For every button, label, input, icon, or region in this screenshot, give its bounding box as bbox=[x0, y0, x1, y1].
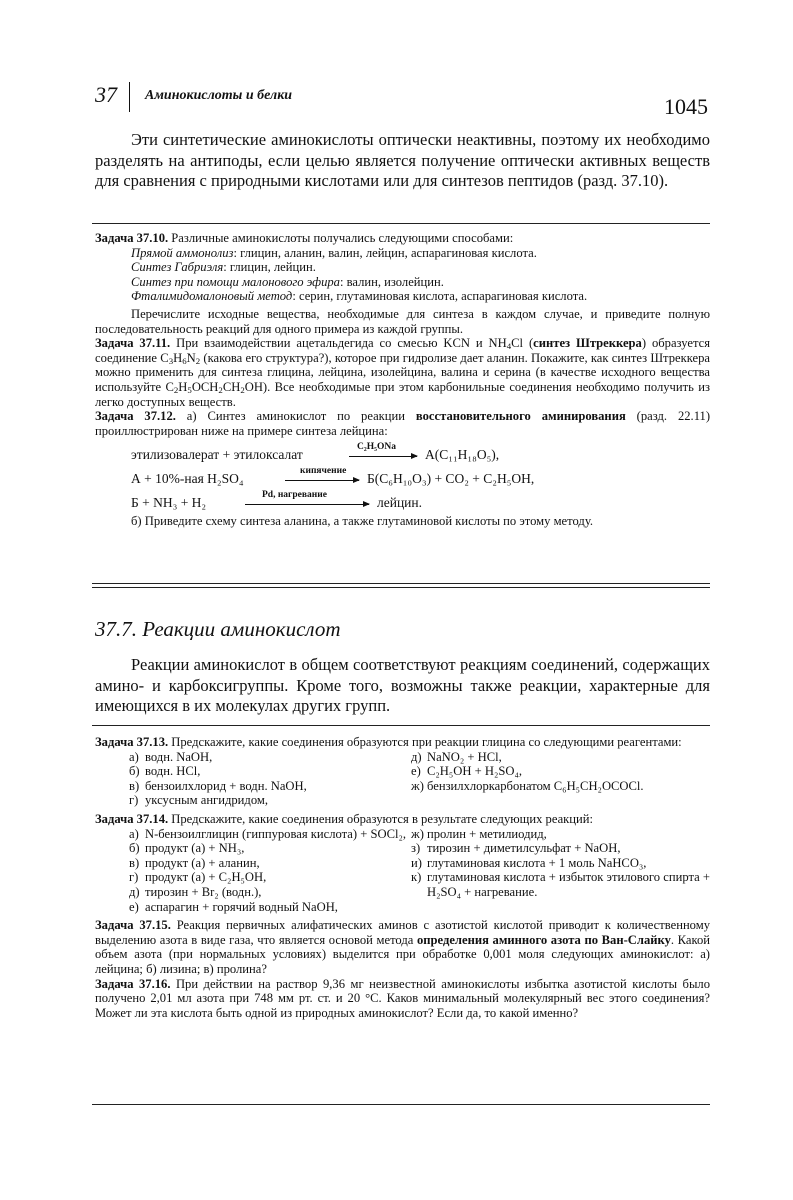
task-37-15: Задача 37.15. Реакция первичных алифатических аминов с азотистой кислотой приводит к количественному выделению азота в виде газа, что является основой метода определения аминного азота по Ван-Слайку. Какой объем азота (при нормальных условиях) выделится при обработке 0,001 моля следующих аминокислот: а) лейцина; б) лизина; в) пролина? bbox=[95, 918, 711, 976]
task-label: Задача 37.16. bbox=[95, 976, 171, 991]
option-item: б) водн. HCl, bbox=[129, 764, 201, 779]
option-item: и) глутаминовая кислота + 1 моль NaHCO₃, bbox=[411, 855, 647, 870]
rule-bottom-2 bbox=[92, 1104, 710, 1105]
task-label: Задача 37.12. bbox=[95, 409, 176, 424]
task-37-13-options bbox=[95, 750, 710, 808]
problems-block-1 bbox=[95, 231, 710, 529]
option-item: б) продукт (а) + NH₃, bbox=[129, 841, 245, 856]
header-divider bbox=[129, 82, 130, 112]
task-37-12-b: б) Приведите схему синтеза аланина, а также глутаминовой кислоты по этому методу. bbox=[131, 514, 594, 529]
task-37-11: Задача 37.11. При взаимодействии ацетальдегида со смесью KCN и $NH_4Cl$ (синтез Штреккера) образуется соединение $C_3H_6N_2$ (какова его структура?), которое при гидролизе дает аланин. Покажите, как синтез Штреккера можно применить для синтеза глицина, лейцина, изолейцина, валина и серина (в качестве исходного вещества используйте $C_2H_5OCH_2CH_2OH$). Все необходимые при этом карбонильные соединения необходимо получить из легко доступных веществ. bbox=[95, 336, 711, 409]
option-item: в) продукт (а) + аланин, bbox=[129, 855, 260, 870]
section-title: 37.7. Реакции аминокислот bbox=[95, 617, 341, 641]
method-4: Фталимидомалоновый метод: серин, глутаминовая кислота, аспарагиновая кислота. bbox=[131, 289, 588, 304]
rule-bottom-1a bbox=[92, 583, 710, 584]
page-header bbox=[95, 82, 710, 122]
method-3: Синтез при помощи малонового эфира: валин, изолейцин. bbox=[131, 274, 444, 289]
option-item: ж) пролин + метилиодид, bbox=[411, 826, 547, 841]
option-item: ж) бензилхлоркарбонатом C₆H₅CH₂OCOCl. bbox=[411, 778, 644, 793]
task-label: Задача 37.13. bbox=[95, 735, 169, 749]
option-item: д) NaNO₂ + HCl, bbox=[411, 749, 502, 764]
reaction-arrow bbox=[245, 504, 369, 505]
task-label: Задача 37.14. bbox=[95, 811, 169, 826]
task-label: Задача 37.10. bbox=[95, 231, 169, 245]
option-item: а) водн. NaOH, bbox=[129, 749, 213, 764]
task-37-10: Задача 37.10. Различные аминокислоты получались следующими способами: bbox=[95, 231, 514, 245]
task-label: Задача 37.11. bbox=[95, 336, 171, 351]
task-37-14: Задача 37.14. Предскажите, какие соединения образуются в результате следующих реакций: bbox=[95, 811, 594, 826]
option-item: е) C₂H₅OH + H₂SO₄, bbox=[411, 764, 522, 779]
options-left bbox=[95, 750, 411, 808]
reaction-3: Б + NH₃ + H₂ Pd, нагревание лейцин. bbox=[131, 490, 423, 511]
method-2: Синтез Габриэля: глицин, лейцин. bbox=[131, 260, 316, 275]
option-item: д) тирозин + Br₂ (водн.), bbox=[129, 884, 262, 899]
task-label: Задача 37.15. bbox=[95, 918, 171, 933]
options-right bbox=[411, 827, 710, 915]
option-item: е) аспарагин + горячий водный NaOH, bbox=[129, 899, 338, 914]
option-item: з) тирозин + диметилсульфат + NaOH, bbox=[411, 841, 621, 856]
section-intro bbox=[95, 655, 710, 717]
option-item: а) N-бензоилглицин (гиппуровая кислота) + SOCl₂, bbox=[129, 826, 407, 841]
chapter-number: 37 bbox=[95, 82, 117, 107]
intro-text: Эти синтетические аминокислоты оптически неактивны, поэтому их необходимо разделять на антиподы, если целью является получение оптически активных веществ для сравнения с природными кислотами или для синтезов пептидов (разд. 37.10). bbox=[95, 130, 710, 190]
section-intro-text: Реакции аминокислот в общем соответствуют реакциям соединений, содержащих амино- и карбоксигруппы. Кроме того, возможны также реакции, характерные для имеющихся в их молекулах других групп. bbox=[95, 655, 710, 715]
options-right bbox=[411, 750, 710, 808]
reaction-arrow bbox=[285, 480, 359, 481]
reaction-2: А + 10%-ная H₂SO₄ кипячение Б(C₆H₁₀O₃) + CO₂ + C₂H₅OH, bbox=[131, 466, 535, 487]
task-37-14-options bbox=[95, 827, 710, 915]
task-37-16: Задача 37.16. При действии на раствор 9,36 мг неизвестной аминокислоты избытка азотистой кислоты было получено 2,01 мл азота при 748 мм рт. ст. и 20 °C. Каков минимальный молекулярный вес этого соединения? Может ли эта кислота быть одной из природных аминокислот? Если да, то какой именно? bbox=[95, 976, 711, 1020]
option-item: г) продукт (а) + C₂H₅OH, bbox=[129, 870, 267, 885]
page-number: 1045 bbox=[664, 94, 708, 119]
problems-block-2 bbox=[95, 735, 710, 1020]
rule-top-1 bbox=[92, 223, 710, 224]
option-item: в) бензоилхлорид + водн. NaOH, bbox=[129, 778, 307, 793]
task-37-13: Задача 37.13. Предскажите, какие соединения образуются при реакции глицина со следующими реагентами: bbox=[95, 735, 682, 749]
options-left bbox=[95, 827, 411, 915]
reaction-arrow bbox=[349, 456, 417, 457]
task-37-10-question: Перечислите исходные вещества, необходимые для синтеза в каждом случае, и приведите полную последовательность реакций для одного примера из каждой группы. bbox=[95, 306, 710, 336]
reaction-1: этилизовалерат + этилоксалат C₂H₅ONa А(C₁₁H₁₈O₅), bbox=[131, 442, 500, 463]
rule-top-2 bbox=[92, 725, 710, 726]
option-item: г) уксусным ангидридом, bbox=[129, 793, 268, 808]
intro-paragraph bbox=[95, 130, 710, 192]
rule-bottom-1b bbox=[92, 587, 710, 588]
chapter-title: Аминокислоты и белки bbox=[145, 88, 293, 103]
task-37-12: Задача 37.12. а) Синтез аминокислот по реакции восстановительного аминирования (разд. 22.11) проиллюстрирован ниже на примере синтеза лейцина: bbox=[95, 409, 711, 438]
option-item: к) глутаминовая кислота + избыток этилового спирта + H₂SO₄ + нагревание. bbox=[411, 870, 710, 899]
method-1: Прямой аммонолиз: глицин, аланин, валин, лейцин, аспарагиновая кислота. bbox=[131, 245, 537, 260]
